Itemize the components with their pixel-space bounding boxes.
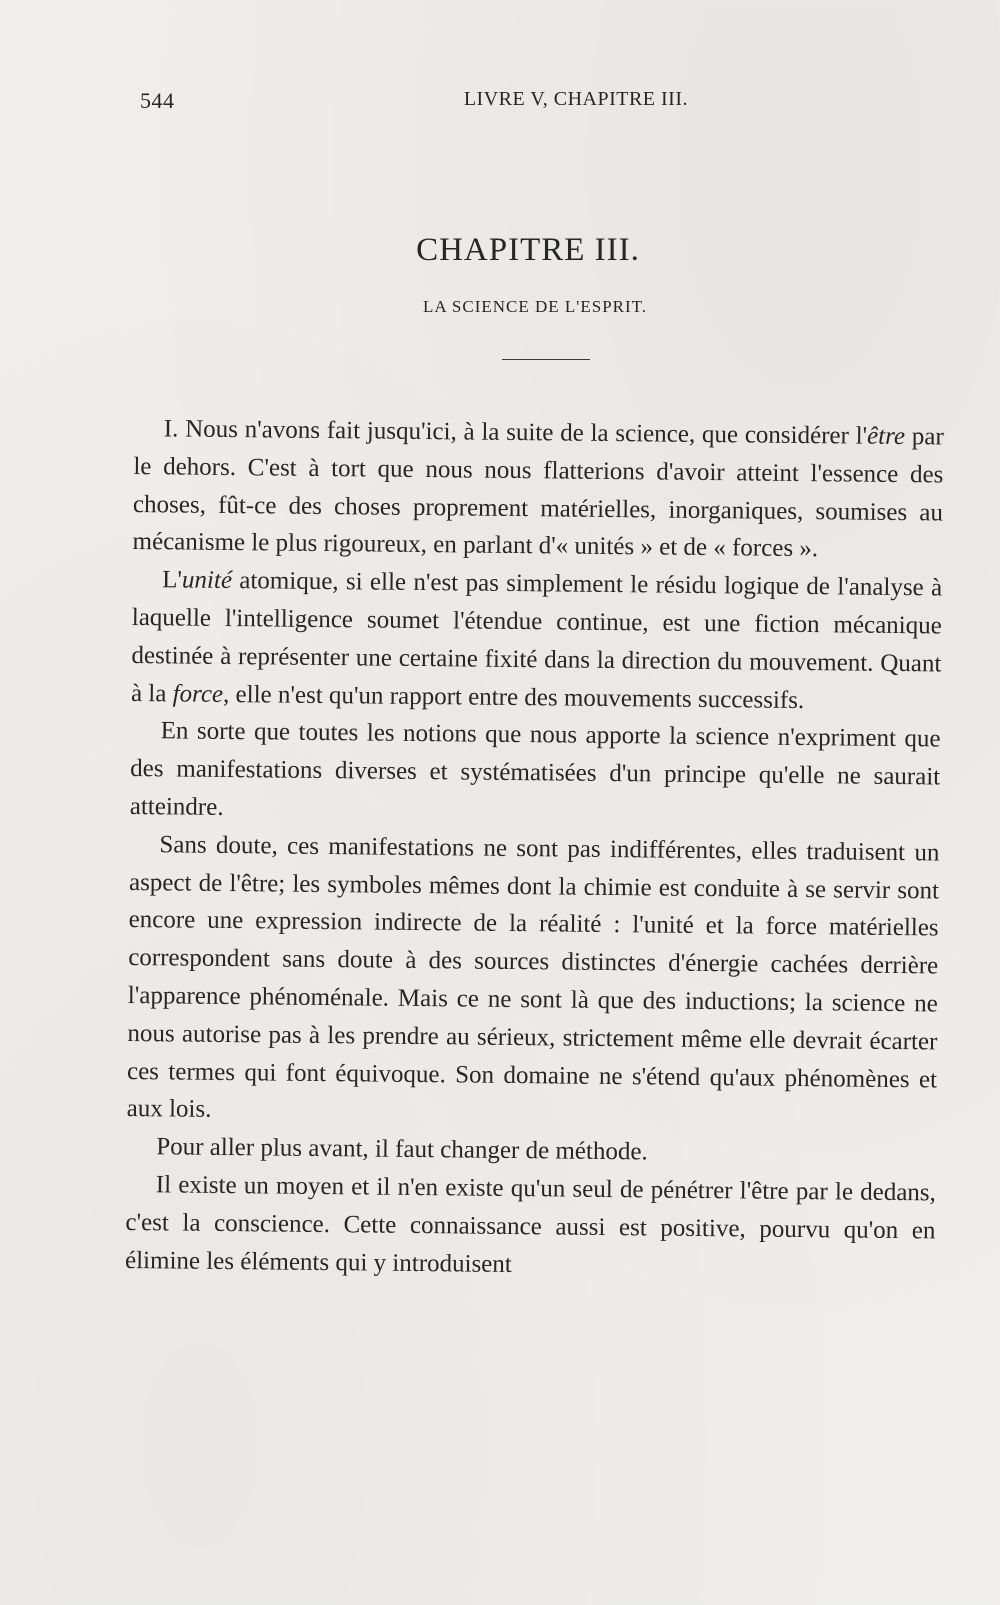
chapter-subtitle: LA SCIENCE DE L'ESPRIT. — [422, 297, 648, 316]
paragraph: L'unité atomique, si elle n'est pas simplement le résidu logique de l'analyse à laquelle l'intelligence soumet l'étendue continue, est une fiction mécanique destinée à représenter une certaine fixité dans la direction du mouvement. Quant à la force, elle n'est qu'un rapport entre des mouvements successifs. — [130, 566, 943, 714]
paragraph: Sans doute, ces manifestations ne sont pas indifférentes, elles traduisent un aspect de l'être; les symboles mêmes dont la chimie est conduite à se servir sont encore une expression indirecte de la réalité : l'unité et la force matérielles correspondent sans doute à des sources distinctes d'énergie cachées derrière l'apparence phénoménale. Mais ce ne sont là que des inductions; la science ne nous autorise pas à les prendre au sérieux, strictement même elle devrait écarter ces termes qui font équivoque. Son domaine ne s'étend qu'aux phénomènes et aux lois. — [126, 831, 940, 1124]
section-divider — [502, 359, 590, 360]
paragraph: Pour aller plus avant, il faut changer de méthode. — [156, 1133, 648, 1166]
emphasis: unité — [181, 566, 233, 595]
running-title: LIVRE V, CHAPITRE III. — [463, 88, 688, 110]
paragraph: En sorte que toutes les notions que nous apporte la science n'expriment que des manifestations diverses et systématisées d'un principe qu'elle ne saurait atteindre. — [129, 717, 941, 821]
emphasis: force — [172, 679, 224, 708]
running-head — [140, 88, 688, 118]
paragraph: Il existe un moyen et il n'en existe qu'un seul de pénétrer l'être par le dedans, c'est la conscience. Cette connaissance aussi est positive, pourvu qu'on en élimine les éléments qui y introduisent — [124, 1171, 936, 1278]
paragraph: I. Nous n'avons fait jusqu'ici, à la suite de la science, que considérer l'être par le dehors. C'est à tort que nous nous flatterions d'avoir atteint l'essence des choses, fût-ce des choses proprement matérielles, inorganiques, soumises au mécanisme le plus rigoureux, en parlant d'« unités » et de « forces ». — [132, 415, 944, 563]
page-number: 544 — [140, 88, 175, 113]
body-text — [125, 410, 944, 1288]
emphasis: être — [866, 422, 906, 451]
chapter-title: CHAPITRE III. — [416, 232, 640, 268]
